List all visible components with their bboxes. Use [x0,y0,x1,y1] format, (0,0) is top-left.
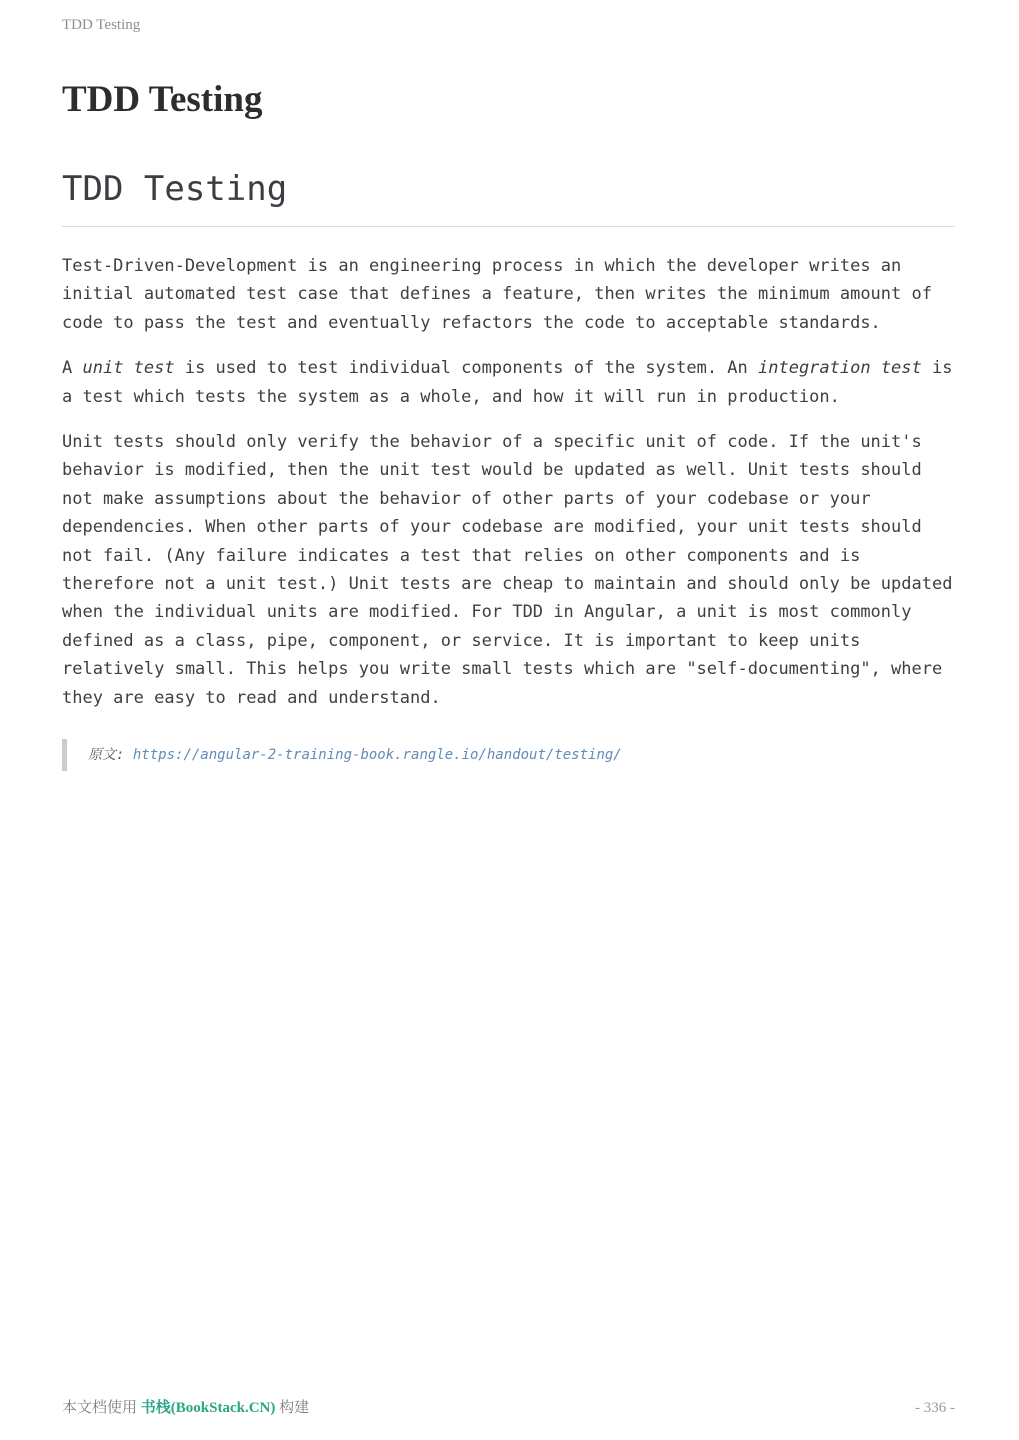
source-separator [124,747,132,763]
paragraph-text: is used to test individual components of the system. An [174,358,758,379]
footer-attribution [62,1396,309,1417]
footer-suffix-text: 构建 [275,1400,310,1416]
running-header: TDD Testing [62,17,141,33]
paragraph-text: A [62,358,83,379]
emphasis-unit-test: unit test [82,358,175,379]
emphasis-integration-test: integration test [758,358,922,379]
page-title: TDD Testing [62,79,263,120]
source-url-link[interactable]: https://angular-2-training-book.rangle.io/handout/testing/ [132,747,622,764]
section-title: TDD Testing [62,168,288,209]
page-footer [62,1396,955,1417]
article-body [62,252,955,712]
source-blockquote [62,739,955,771]
paragraph-text: is a test which tests the system as a whole, and how it will run in production. [62,358,953,407]
paragraph-text: Test-Driven-Development is an engineering process in which the developer writes an initial automated test case that defines a feature, then writes the minimum amount of code to pass the test and eventually refactors the code to acceptable standards. [62,255,932,333]
paragraph-definitions [62,354,955,411]
page-number: - 336 - [915,1400,955,1416]
paragraph-unit-tests [62,428,955,712]
bookstack-brand-link[interactable]: 书栈(BookStack.CN) [140,1400,276,1416]
paragraph-text: Unit tests should only verify the behavior of a specific unit of code. If the unit's behavior is modified, then the unit test would be updated as well. Unit tests should not make assumptions about the behavior of other parts of your codebase or your dependencies. When other parts of your codebase are modified, your unit tests should not fail. (Any failure indicates a test that relies on other components and is therefore not a unit test.) Unit tests are cheap to maintain and should only be updated when the individual units are modified. For TDD in Angular, a unit is most commonly defined as a class, pipe, component, or service. It is important to keep units relatively small. This helps you write small tests which are "self-documenting", where they are easy to read and understand. [62,431,953,708]
source-label: 原文: [88,747,125,764]
divider [62,226,955,227]
paragraph-intro [62,252,955,337]
footer-prefix-text: 本文档使用 [62,1400,141,1416]
